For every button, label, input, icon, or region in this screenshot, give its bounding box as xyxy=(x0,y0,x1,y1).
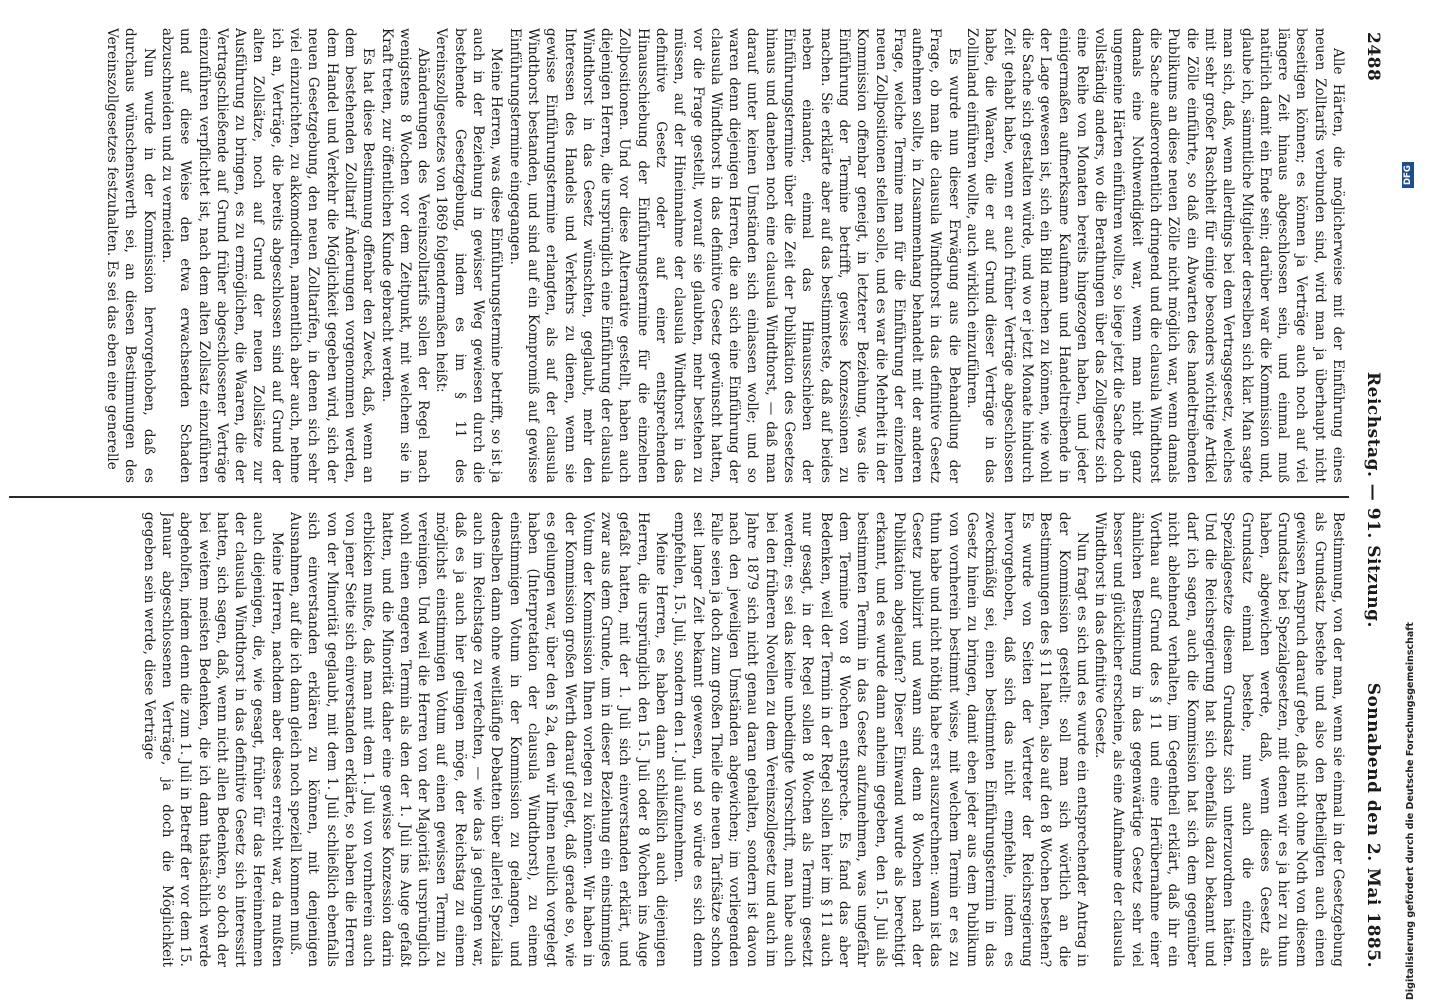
paragraph: Nun fragt es sich und es wurde ein entsprechender Antrag in der Kommission gestellt: soll man sich wörtlich an die Bestimmungen des § 11 halten, also auf den 8 Wochen bestehen? Es wurde von Seiten der Vertreter der Reichsregierung hervorgehoben, daß sich das nicht empfehle, indem es zweckmäßig sei, einen bestimmten Einführungstermin in das Gesetz hinein zu bringen, damit eben jeder aus dem Publikum von vornherein bestimmt wisse, mit welchem Termin er es zu thun habe und nicht nöthig habe erst auszurechnen: wann ist das Gesetz publizirt und wann sind denn 8 Wochen nach der Publikation abgelaufen? Dieser Einwand wurde als berechtigt erkannt, und es wurde dann anheim gegeben, den 15. Juli als bestimmten Termin in das Gesetz aufzunehmen, was ungefähr dem Termine von 8 Wochen entspreche. Es fand das aber Bedenken, weil der Termin in der Regel sollen hier im § 11 auch nur gesagt, in der Regel sollen 8 Wochen als Termin gesetzt werden; es sei das keine unbedingte Vorschrift, man habe auch bei den früheren Novellen zu dem Vereinszollgesetz und auch im Jahre 1879 sich nicht genau daran gehalten, sondern ist davon nach den jeweiligen Umständen abgewichen; im vorliegenden Falle seien ja doch zum großen Theile die neuen Tarifsätze schon seit langer Zeit bekannt gewesen, und so würde es sich denn empfehlen, 15. Juli, sondern den 1. Juli aufzunehmen. xyxy=(671,512,1090,967)
paragraph: Es hat diese Bestimmung offenbar den Zweck, daß, wenn an dem bestehenden Zolltarif Änderungen vorgenommen werden, dem Handel und Verkehr die Möglichkeit gegeben wird, sich der neuen Gesetzgebung, den neuen Zolltarifen, in denen sich sehr viel einzurichten, zu akkomodiren, namentlich aber auch, nehme ich an, Verträge, die bereits abgeschlossen sind auf Grund der alten Zollsätze, noch auf Grund der neuen Zollsätze zur Ausführung zu bringen, es zu ermöglichen, die Waaren, die der Vertragschließende auf Grund früher abgeschlossener Verträge einzuführen verpflichtet ist, nach dem alten Zollsatz einzuführen und auf diese Weise den etwa erwachsenden Schaden abzuschneiden und zu vermeiden. xyxy=(159,28,377,483)
dfg-logo: DFG xyxy=(1402,162,1414,188)
left-column xyxy=(12,28,1347,483)
session-title: Reichstag. — 91. Sitzung. xyxy=(1363,372,1383,628)
page-header xyxy=(1357,32,1387,968)
credit-text: Digitalisierung gefördert durch die Deutsche Forschungsgemeinschaft xyxy=(1405,622,1416,1000)
paragraph: Bestimmung, von der man, wenn sie einmal in der Gesetzgebung als Grundsatz bestehe und also den Betheiligten auch einen gewissen Anspruch darauf gebe, daß nicht ohne Noth von diesem Grundsatz bei Spezialgesetzen, mit denen wir es ja hier zu thun haben, abgewichen werde, daß, wenn dieses Gesetz als Grundsatz einmal bestehe, nun auch die einzelnen Spezialgesetze diesem Grundsatz sich unterzuordnen hätten. Und die Reichsregierung hat sich ebenfalls dazu bekannt und darf ich sagen, auch die Kommission hat sich dem gegenüber nicht ablehnend verhalten, im Gegentheil erklärt, daß ihr ein Vorthau auf Grund des § 11 und eine Herübernahme einer ähnlichen Bestimmung in das gegenwärtige Gesetz sehr viel besser und glücklicher erscheine, als eine Aufnahme der clausula Windthorst in das definitive Gesetz. xyxy=(1092,512,1346,967)
digitization-credit xyxy=(1400,0,1430,1000)
quoted-paragraph: Abänderungen des Vereinszolltarifs sollen der Regel nach wenigstens 8 Wochen vor dem Zeitpunkt, mit welchem sie in Kraft treten, zur öffentlichen Kunde gebracht werden. xyxy=(378,28,432,483)
paragraph: Es wurde nun dieser Erwägung aus die Behandlung der Frage, ob man die clausula Windthorst in das definitive Gesetz aufnehmen sollte, in Zusammenhang behandelt mit der anderen Frage, welche Termine man für die Einführung der einzelnen neuen Zollpositionen stellen solle, und es war die Mehrheit in der Kommission offenbar geneigt, in letzterer Beziehung, was die Einführung der Termine betrifft, gewisse Konzessionen zu machen. Sie erklärte aber auf das bestimmteste, daß auf beides neben einander, einmal das Hinausschieben der Einführungstermine über die Zeit der Publikation des Gesetzes hinaus und daneben noch eine clausula Windthorst, — daß man darauf unter keinen Umständen sich einlassen wolle; und so waren denn diejenigen Herren, die an sich eine Einführung der clausula Windthorst in das definitive Gesetz gewünscht hatten, vor die Frage gestellt, worauf sie glaubten, mehr bestehen zu müssen, auf der Hineinnahme der clausula Windthorst in das definitive Gesetz oder auf einer entsprechenden Hinausschiebung der Einführungstermine für die einzelnen Zollpositionen. Und vor diese Alternative gestellt, haben auch diejenigen Herren, die ursprünglich eine Einführung der clausula Windthorst in das Gesetz wünschten, geglaubt, mehr den Interessen des Handels und Verkehrs zu dienen, wenn sie gewisse Einführungstermine erlangten, als auf der clausula Windthorst bestanden, und sind auf ein Kompromiß auf gewisse Einführungstermine eingegangen. xyxy=(506,28,962,483)
paragraph: Meine Herren, was diese Einführungstermine betrifft, so ist ja auch in der Beziehung in gewisser Weg gewiesen durch die bestehende Gesetzgebung, indem es im § 11 des Vereinszollgesetzes von 1869 folgendermaßen heißt: xyxy=(433,28,505,483)
paragraph: Alle Härten, die möglicherweise mit der Einführung eines neuen Zolltarifs verbunden sind, wird man ja überhaupt nicht beseitigen können; es können ja Verträge auch noch auf viel längere Zeit hinaus abgeschlossen sein, und einmal muß natürlich damit ein Ende sein; darüber war die Kommission und, glaube ich, sämmtliche Mitglieder derselben sich klar. Man sagte man sich, daß, wenn allerdings bei dem Vertragsgesetz, welches mit sehr großer Raschheit für einige besonders wichtige Artikel die Zölle einführte, so daß ein Abwarten des handeltreibenden Publikums an diese neuen Zölle nicht möglich war, wenn damals die Sache außerordentlich dringend und die clausula Windthorst damals eine Nothwendigkeit war, wenn man nicht ganz ungemeine Härten einführen wollte, so liege jetzt die Sache doch vollständig anders, wo die Berathungen über das Zollgesetz sich eine Reihe von Monaten bereits hingezogen haben, und jeder einigermaßen aufmerksame Kaufmann und Handeltreibende in der Lage gewesen ist, sich ein Bild machen zu können, wie wohl die Sache sich gestalten würde, und wo er jetzt Monate hindurch Zeit gehabt habe, wenn er auch früher Verträge abgeschlossen habe, die Waaren, die er auf Grund dieser Verträge in das Zollinland einführen wollte, auch wirklich einzuführen. xyxy=(964,28,1346,483)
paragraph: Meine Herren, es haben dann schließlich auch diejenigen Herren, die ursprünglich den 15. Juli oder 8 Wochen ins Auge gefaßt hatten, mit der 1. Juli sich einverstanden erklärt, und zwar aus dem Grunde, um in dieser Beziehung ein einstimmiges Votum der Kommission Ihnen vorlegen zu können. Wir haben in der Kommission großen Werth darauf gelegt, daß gerade so, wie es gelungen war, über den § 2a, den wir Ihnen neulich vorgelegt haben (Interpretation der clausula Windthorst), zu einem einstimmigen Votum in der Kommission zu gelangen, und denselben dann ohne weitläufige Debatten über allerlei Spezialia auch im Reichstage zu verfechten, — wie das ja gelungen war, daß es ja auch hier gelingen möge, der Reichstag zu einem möglichst einstimmigen Votum auf einen gewissen Termin zu vereinigen. Und weil die Herren von der Majorität ursprünglich wohl einen engeren Termin als den der 1. Juli ins Auge gefaßt hatten, und die Minorität daher eine gewisse Konzession darin erblicken mußte, daß man mit dem 1. Juli von vornherein auch von jener Seite sich einverstanden erklärte, so haben die Herren von der Minorität geglaubt, mit dem 1. Juli schließlich ebenfalls sich einverstanden erklären zu können, mit denjenigen Ausnahmen, auf die ich dann gleich noch speziell kommen muß. xyxy=(287,512,670,967)
paragraph: Nun wurde in der Kommission hervorgehoben, daß es durchaus wünschenswerth sei, an diesen Bestimmungen des Vereinszollgesetzes festzuhalten. Es sei das eben eine generelle xyxy=(104,28,157,483)
column-divider xyxy=(9,496,1349,498)
paragraph: Meine Herren, nachdem aber dieses erreicht war, da mußten auch diejenigen, die, wie gesagt, früher für das Hereinnehmen der clausula Windthorst in das definitive Gesetz sich interessirt hatten, sich sagen, daß, wenn nicht allen Bedenken, so doch der bei weitem meisten Bedenken, die ich dann thatsächlich werde abgeholfen, indem denn die zum 1. Juli in Betreff der vor dem 15. Januar abgeschlossenen Verträge, ja doch die Möglichkeit gegeben sein werde, diese Verträge xyxy=(140,512,285,967)
session-date: Sonnabend den 2. Mai 1885. xyxy=(1363,682,1383,968)
page-number: 2488 xyxy=(1363,32,1383,82)
right-column xyxy=(12,512,1347,967)
